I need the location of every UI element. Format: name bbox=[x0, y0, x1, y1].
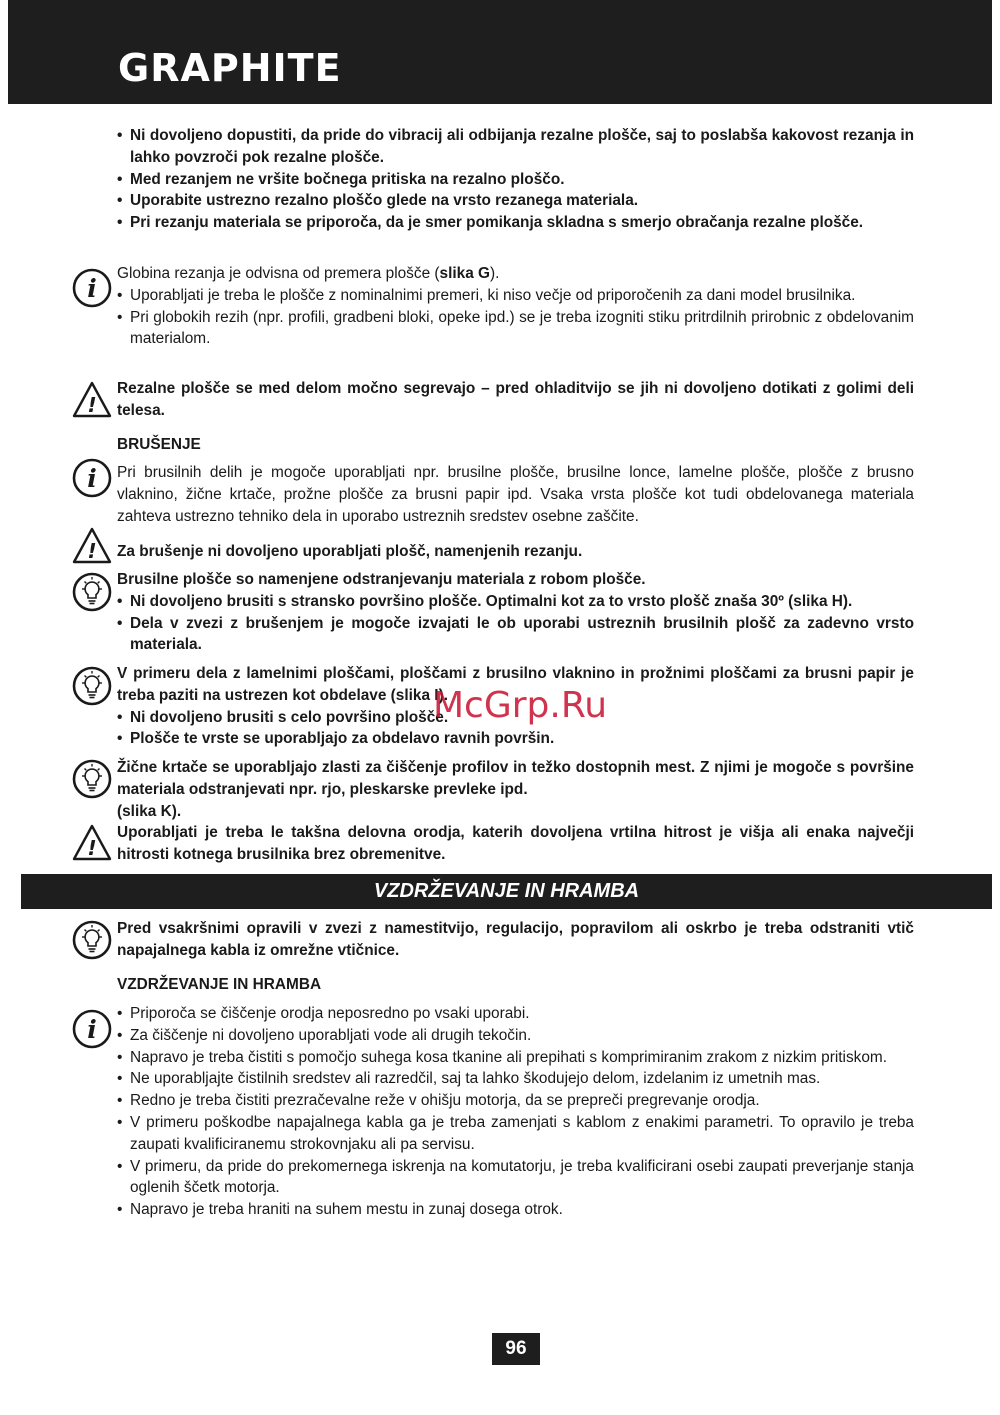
svg-text:i: i bbox=[87, 1015, 97, 1044]
lightbulb-icon bbox=[70, 918, 114, 962]
list-item: • Ni dovoljeno dopustiti, da pride do vibracij ali odbijanja rezalne plošče, saj to poslabša kakovost rezanja in lahko povzroči pok rezalne plošče. bbox=[117, 125, 914, 169]
list-item: • Pri globokih rezih (npr. profili, gradbeni bloki, opeke ipd.) se je treba izogniti stiku pritrdilnih prirobnic z obdelovanim materialom. bbox=[117, 307, 914, 351]
list-item: • V primeru, da pride do prekomernega iskrenja na komutatorju, je treba kvalificirani osebi zaupati preverjanje stanja oglenih ščetk motorja. bbox=[117, 1156, 914, 1200]
intro-bullet-list bbox=[117, 125, 914, 234]
warning-text: Rezalne plošče se med delom močno segrevajo – pred ohladitvijo se jih ni dovoljeno dotikati z golimi deli telesa. bbox=[117, 380, 914, 419]
info-icon bbox=[70, 266, 114, 310]
svg-text:!: ! bbox=[87, 836, 97, 860]
list-item: • Ni dovoljeno brusiti s celo površino plošče. bbox=[117, 707, 914, 729]
section-heading: VZDRŽEVANJE IN HRAMBA bbox=[117, 976, 322, 993]
lightbulb-icon bbox=[70, 757, 114, 801]
info-icon bbox=[70, 456, 114, 500]
list-item: • Ne uporabljajte čistilnih sredstev ali razredčil, saj ta lahko škodujejo delom, izdelanim iz umetnih mas. bbox=[117, 1068, 914, 1090]
info-text: Globina rezanja je odvisna od premera plošče (slika G). bbox=[117, 265, 500, 282]
list-item: • Napravo je treba hraniti na suhem mestu in zunaj dosega otrok. bbox=[117, 1199, 914, 1221]
info-icon bbox=[70, 1007, 114, 1051]
info-block-cut-depth bbox=[117, 263, 914, 350]
warning-icon bbox=[70, 821, 114, 865]
tip-text: Pred vsakršnimi opravili v zvezi z namestitvijo, regulacijo, popravilom ali oskrbo je treba odstraniti vtič napajalnega kabla iz omrežne vtičnice. bbox=[117, 920, 914, 959]
list-item: • Uporabljati je treba le plošče z nominalnimi premeri, ki niso večje od priporočenih za dani model brusilnika. bbox=[117, 285, 914, 307]
svg-text:!: ! bbox=[87, 393, 97, 417]
warning-text: Za brušenje ni dovoljeno uporabljati plošč, namenjenih rezanju. bbox=[117, 543, 583, 560]
warning-icon bbox=[70, 524, 114, 568]
list-item: • Za čiščenje ni dovoljeno uporabljati vode ali drugih tekočin. bbox=[117, 1025, 914, 1047]
watermark: McGrp.Ru bbox=[433, 685, 608, 726]
tip-text: V primeru dela z lamelnimi ploščami, ploščami z brusilno vlaknino in prožnimi ploščami za brusni papir je treba paziti na ustrezen kot obdelave (slika I). bbox=[117, 665, 914, 704]
list-item: • Dela v zvezi z brušenjem je mogoče izvajati le ob uporabi ustreznih brusilnih plošč za zadevno vrsto materiala. bbox=[117, 613, 914, 657]
svg-text:i: i bbox=[87, 464, 97, 493]
warning-text: Uporabljati je treba le takšna delovna orodja, katerih dovoljena vrtilna hitrost je višja ali enaka največji hitrosti kotnega brusilnika brez obremenitve. bbox=[117, 824, 914, 863]
list-item: • Redno je treba čistiti prezračevalne reže v ohišju motorja, da se prepreči pregrevanje orodja. bbox=[117, 1090, 914, 1112]
list-item: • V primeru poškodbe napajalnega kabla ga je treba zamenjati s kablom z enakimi parametri. To opravilo je treba zaupati kvalificiranemu strokovnjaku ali pa servisu. bbox=[117, 1112, 914, 1156]
list-item: • Uporabite ustrezno rezalno ploščo glede na vrsto rezanega materiala. bbox=[117, 190, 914, 212]
list-item: • Priporoča se čiščenje orodja neposredno po vsaki uporabi. bbox=[117, 1003, 914, 1025]
lightbulb-icon bbox=[70, 570, 114, 614]
section-heading: BRUŠENJE bbox=[117, 436, 201, 453]
section-title-bar: VZDRŽEVANJE IN HRAMBA bbox=[21, 874, 992, 909]
list-item: • Napravo je treba čistiti s pomočjo suhega kosa tkanine ali prepihati s komprimiranim zrakom z nizkim pritiskom. bbox=[117, 1047, 914, 1069]
tip-block-wire-brushes bbox=[117, 757, 914, 822]
lightbulb-icon bbox=[70, 664, 114, 708]
tip-text: Žične krtače se uporabljajo zlasti za čiščenje profilov in težko dostopnih mest. Z njimi je mogoče s površine materiala odstranjevati npr. rjo, pleskarske prevleke ipd. bbox=[117, 759, 914, 798]
list-item: • Pri rezanju materiala se priporoča, da je smer pomikanja skladna s smerjo obračanja rezalne plošče. bbox=[117, 212, 914, 234]
figure-reference: (slika K). bbox=[117, 802, 182, 820]
list-item: • Plošče te vrste se uporabljajo za obdelavo ravnih površin. bbox=[117, 728, 914, 750]
list-item: • Ni dovoljeno brusiti s stransko površino plošče. Optimalni kot za to vrsto plošč znaša 30º (slika H). bbox=[117, 591, 914, 613]
tip-text: Brusilne plošče so namenjene odstranjevanju materiala z robom plošče. bbox=[117, 571, 646, 588]
warning-icon bbox=[70, 378, 114, 422]
list-item: • Med rezanjem ne vršite bočnega pritiska na rezalno ploščo. bbox=[117, 169, 914, 191]
page-number: 96 bbox=[492, 1333, 540, 1365]
maintenance-bullet-list bbox=[117, 1003, 914, 1221]
tip-block-grinding-discs bbox=[117, 569, 914, 656]
svg-text:!: ! bbox=[87, 539, 97, 563]
svg-text:i: i bbox=[87, 274, 97, 303]
info-text: Pri brusilnih delih je mogoče uporabljati npr. brusilne plošče, brusilne lonce, lamelne plošče, plošče z brusno vlaknino, žične krtače, prožne plošče za brusni papir ipd. Vsaka vrsta plošče kot tudi obdelovanega materiala zahteva ustrezno tehniko dela in uporabo ustreznih sredstev osebne zaščite. bbox=[117, 464, 914, 525]
brand-logo: GRAPHITE bbox=[118, 46, 342, 90]
